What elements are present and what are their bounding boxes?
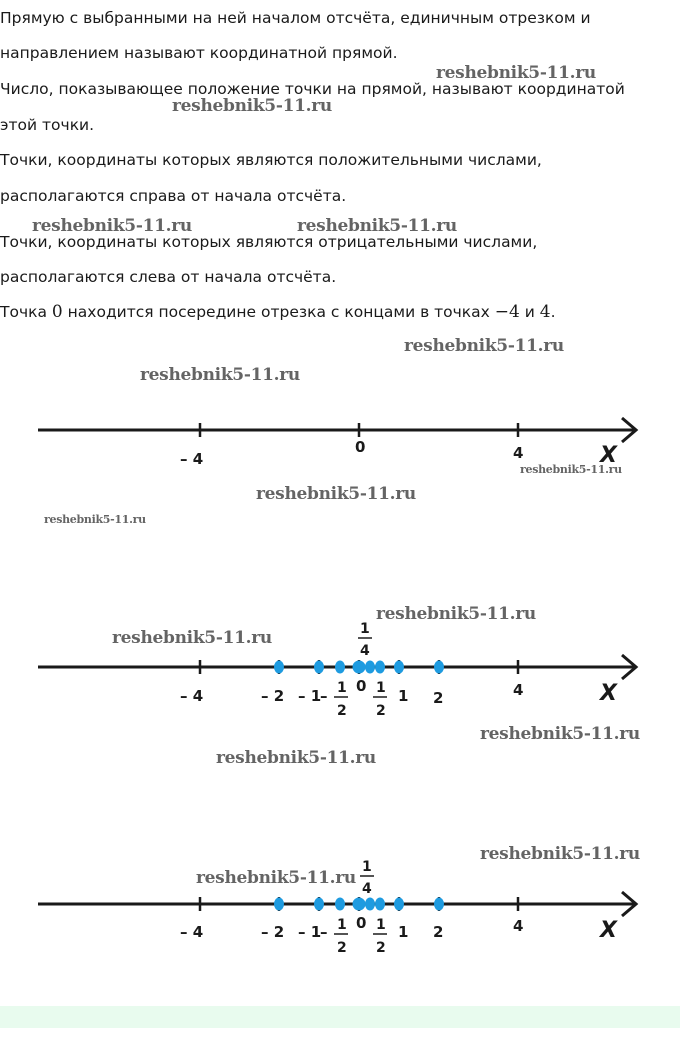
tick-label-1: 1 <box>398 687 409 705</box>
tick-label-2: 2 <box>433 689 444 707</box>
watermark: reshebnik5-11.ru <box>436 63 596 83</box>
point-marker <box>335 661 345 674</box>
neg-half-numerator: 1 <box>337 917 347 933</box>
watermark: reshebnik5-11.ru <box>520 463 622 476</box>
number-line-figure-3 <box>0 855 680 965</box>
paragraph-line-midpoint: Точка 0 находится посередине отрезка с концами в точках −4 и 4. <box>0 302 556 322</box>
axis-label-x: X <box>600 918 617 943</box>
point-marker <box>365 661 375 674</box>
watermark: reshebnik5-11.ru <box>480 844 640 864</box>
neg-half-denominator: 2 <box>337 703 347 719</box>
tick-label-minus-4: – 4 <box>180 923 204 941</box>
footer-bar <box>0 1006 680 1028</box>
minus-sign: – <box>320 687 328 705</box>
tick-label-4: 4 <box>513 681 524 699</box>
paragraph-line: направлением называют координатной прямой. <box>0 44 398 62</box>
watermark: reshebnik5-11.ru <box>216 748 376 768</box>
tick-label-1: 1 <box>398 923 409 941</box>
watermark: reshebnik5-11.ru <box>196 868 356 888</box>
neg-half-numerator: 1 <box>337 680 347 696</box>
axis-label-x: X <box>600 443 617 468</box>
point-marker <box>335 898 345 911</box>
tick-label-zero: 0 <box>355 438 366 456</box>
paragraph-line: Прямую с выбранными на ней началом отсчёта, единичным отрезком и <box>0 9 591 27</box>
tick-label-minus-4: – 4 <box>180 450 204 468</box>
number-line-figure-1 <box>0 410 680 480</box>
paragraph-line: Точки, координаты которых являются положительными числами, <box>0 151 542 169</box>
watermark: reshebnik5-11.ru <box>404 336 564 356</box>
point-marker <box>365 898 375 911</box>
watermark: reshebnik5-11.ru <box>172 96 332 116</box>
watermark: reshebnik5-11.ru <box>112 628 272 648</box>
point-marker <box>314 898 324 911</box>
watermark: reshebnik5-11.ru <box>376 604 536 624</box>
tick-label-4: 4 <box>513 444 524 462</box>
paragraph-line: этой точки. <box>0 116 95 134</box>
tick-label-zero: 0 <box>356 914 367 932</box>
quarter-denominator: 4 <box>360 643 370 659</box>
point-marker <box>375 661 385 674</box>
number-line-figure-2 <box>0 615 680 725</box>
tick-label-minus-1: – 1 <box>298 687 322 705</box>
paragraph-line: Число, показывающее положение точки на прямой, называют координатой <box>0 80 625 98</box>
minus-sign: – <box>320 923 328 941</box>
watermark: reshebnik5-11.ru <box>256 484 416 504</box>
tick-label-2: 2 <box>433 923 444 941</box>
point-marker <box>434 661 444 674</box>
tick-label-minus-4: – 4 <box>180 687 204 705</box>
half-denominator: 2 <box>376 703 386 719</box>
paragraph-line: располагаются слева от начала отсчёта. <box>0 268 337 286</box>
half-numerator: 1 <box>376 680 386 696</box>
quarter-numerator: 1 <box>362 859 372 875</box>
neg-half-denominator: 2 <box>337 940 347 956</box>
point-marker <box>353 898 366 911</box>
point-marker <box>274 898 284 911</box>
quarter-numerator: 1 <box>360 621 370 637</box>
point-marker <box>353 661 366 674</box>
tick-label-zero: 0 <box>356 677 367 695</box>
tick-label-minus-2: – 2 <box>261 923 285 941</box>
paragraph-line: Точки, координаты которых являются отрицательными числами, <box>0 233 538 251</box>
half-numerator: 1 <box>376 917 386 933</box>
point-marker <box>274 661 284 674</box>
watermark: reshebnik5-11.ru <box>297 216 457 236</box>
watermark: reshebnik5-11.ru <box>480 724 640 744</box>
tick-label-minus-1: – 1 <box>298 923 322 941</box>
point-marker <box>434 898 444 911</box>
quarter-denominator: 4 <box>362 881 372 897</box>
point-marker <box>375 898 385 911</box>
axis-label-x: X <box>600 681 617 706</box>
point-marker <box>314 661 324 674</box>
watermark: reshebnik5-11.ru <box>140 365 300 385</box>
watermark: reshebnik5-11.ru <box>32 216 192 236</box>
watermark: reshebnik5-11.ru <box>44 513 146 526</box>
tick-label-minus-2: – 2 <box>261 687 285 705</box>
paragraph-line: располагаются справа от начала отсчёта. <box>0 187 347 205</box>
half-denominator: 2 <box>376 940 386 956</box>
point-marker <box>394 661 404 674</box>
tick-label-4: 4 <box>513 917 524 935</box>
point-marker <box>394 898 404 911</box>
